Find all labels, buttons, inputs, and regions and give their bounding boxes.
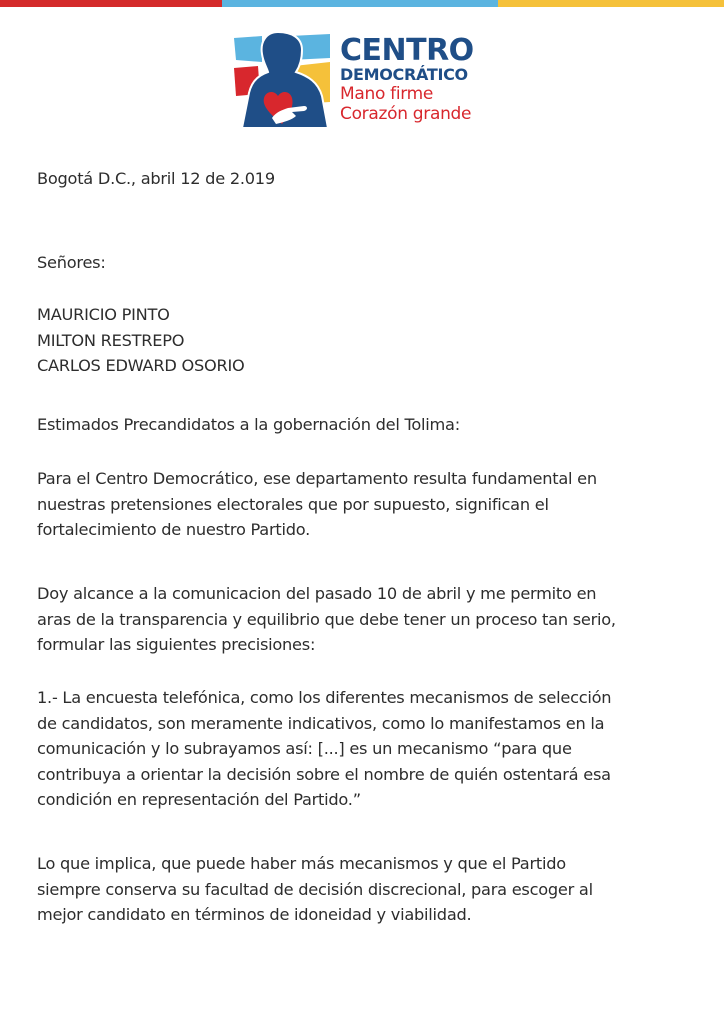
paragraph-line: Doy alcance a la comunicacion del pasado 10 de abril y me permito en	[37, 584, 597, 603]
paragraph-line: fortalecimiento de nuestro Partido.	[37, 520, 310, 540]
recipient-name: CARLOS EDWARD OSORIO	[37, 356, 245, 376]
paragraph-3	[37, 685, 697, 813]
top-bar-red-segment	[0, 0, 222, 7]
paragraph-2	[37, 581, 697, 658]
paragraph-line: Lo que implica, que puede haber más mecanismos y que el Partido	[37, 854, 566, 873]
letter-salutation: Señores:	[37, 253, 106, 272]
recipient-name: MILTON RESTREPO	[37, 330, 185, 350]
paragraph-1	[37, 466, 697, 543]
person-heart-icon	[232, 32, 332, 128]
party-name-line2: DEMOCRÁTICO	[340, 65, 468, 84]
paragraph-line: siempre conserva su facultad de decisión discrecional, para escoger al	[37, 879, 593, 899]
paragraph-line: contribuya a orientar la decisión sobre el nombre de quién ostentará esa	[37, 764, 611, 784]
paragraph-line: mejor candidato en términos de idoneidad y viabilidad.	[37, 905, 472, 925]
paragraph-line: comunicación y lo subrayamos así: [...] es un mecanismo “para que	[37, 739, 572, 759]
party-name-line1: CENTRO	[340, 33, 474, 68]
letter-greeting: Estimados Precandidatos a la gobernación del Tolima:	[37, 415, 460, 434]
recipient-list	[37, 302, 245, 379]
top-bar-yellow-segment	[498, 0, 724, 7]
party-logo	[232, 32, 502, 132]
top-color-bar	[0, 0, 724, 7]
slogan-line2: Corazón grande	[340, 104, 472, 124]
letter-date: Bogotá D.C., abril 12 de 2.019	[37, 169, 275, 188]
top-bar-blue-segment	[222, 0, 498, 7]
paragraph-line: de candidatos, son meramente indicativos, como lo manifestamos en la	[37, 713, 605, 733]
recipient-name: MAURICIO PINTO	[37, 305, 170, 324]
paragraph-line: 1.- La encuesta telefónica, como los diferentes mecanismos de selección	[37, 688, 612, 707]
paragraph-line: aras de la transparencia y equilibrio que debe tener un proceso tan serio,	[37, 609, 616, 629]
logo-text	[340, 33, 474, 124]
paragraph-line: nuestras pretensiones electorales que por supuesto, significan el	[37, 494, 549, 514]
paragraph-line: condición en representación del Partido.”	[37, 790, 361, 810]
slogan-line1: Mano firme	[340, 84, 434, 104]
paragraph-4	[37, 851, 697, 928]
paragraph-line: formular las siguientes precisiones:	[37, 635, 316, 655]
paragraph-line: Para el Centro Democrático, ese departamento resulta fundamental en	[37, 469, 597, 488]
